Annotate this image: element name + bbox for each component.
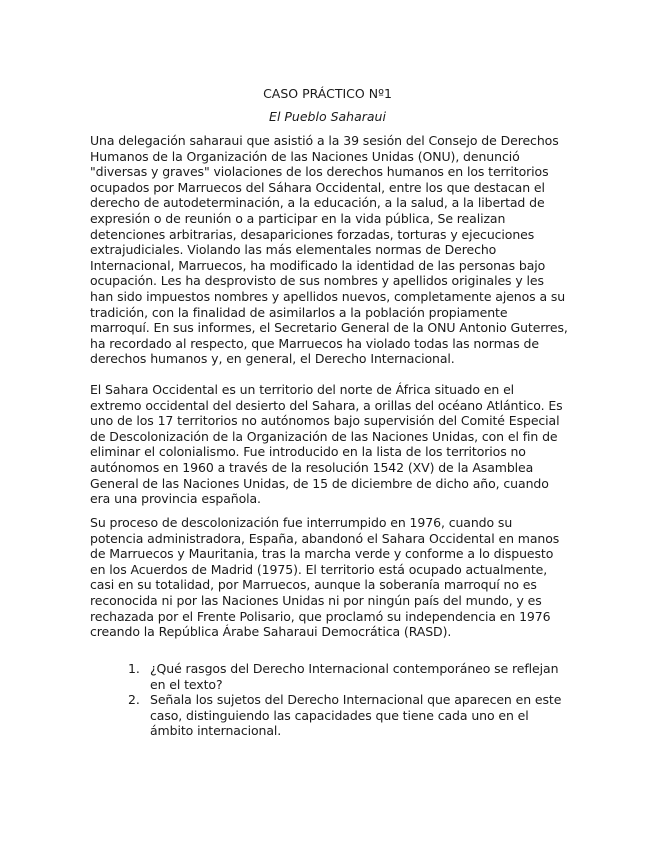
question-item bbox=[128, 692, 568, 739]
question-number: 1. bbox=[128, 661, 140, 676]
questions-list bbox=[128, 661, 568, 739]
document-subtitle: El Pueblo Saharaui bbox=[269, 109, 386, 124]
question-number: 2. bbox=[128, 692, 140, 708]
paragraph-delegation: Una delegación saharaui que asistió a la 39 sesión del Consejo de Derechos Humanos de la Organización de las Naciones Unidas (ONU), denunció "diversas y graves" violaciones de los derechos humanos en los territorios ocupados por Marruecos del Sáhara Occidental, entre los que destacan el derecho de autodeterminación, a la educación, a la salud, a la libertad de expresión o de reunión o a participar en la vida pública, Se realizan detenciones arbitrarias, desapariciones forzadas, torturas y ejecuciones extrajudiciales. Violando las más elementales normas de Derecho Internacional, Marruecos, ha modificado la identidad de las personas bajo ocupación. Les ha desprovisto de sus nombres y apellidos originales y les han sido impuestos nombres y apellidos nuevos, completamente ajenos a su tradición, con la finalidad de asimilarlos a la población propiamente marroquí. En sus informes, el Secretario General de la ONU Antonio Guterres, ha recordado al respecto, que Marruecos ha violado todas las normas de derechos humanos y, en general, el Derecho Internacional. bbox=[90, 133, 568, 367]
paragraph-territory: El Sahara Occidental es un territorio del norte de África situado en el extremo occidental del desierto del Sahara, a orillas del océano Atlántico. Es uno de los 17 territorios no autónomos bajo supervisión del Comité Especial de Descolonización de la Organización de las Naciones Unidas, con el fin de eliminar el colonialismo. Fue introducido en la lista de los territorios no autónomos en 1960 a través de la resolución 1542 (XV) de la Asamblea General de las Naciones Unidas, de 15 de diciembre de dicho año, cuando era una provincia española. bbox=[90, 382, 563, 507]
paragraph-decolonization: Su proceso de descolonización fue interrumpido en 1976, cuando su potencia administradora, España, abandonó el Sahara Occidental en manos de Marruecos y Mauritania, tras la marcha verde y conforme a lo dispuesto en los Acuerdos de Madrid (1975). El territorio está ocupado actualmente, casi en su totalidad, por Marruecos, aunque la soberanía marroquí no es reconocida ni por las Naciones Unidas ni por ningún país del mundo, y es rechazada por el Frente Polisario, que proclamó su independencia en 1976 creando la República Árabe Saharaui Democrática (RASD). bbox=[90, 515, 560, 640]
document-title: CASO PRÁCTICO Nº1 bbox=[263, 86, 392, 101]
question-item bbox=[128, 661, 568, 692]
question-text: ¿Qué rasgos del Derecho Internacional contemporáneo se reflejan en el texto? bbox=[150, 661, 559, 692]
question-text: Señala los sujetos del Derecho Internacional que aparecen en este caso, distinguiendo las capacidades que tiene cada uno en el ámbito internacional. bbox=[150, 692, 562, 739]
